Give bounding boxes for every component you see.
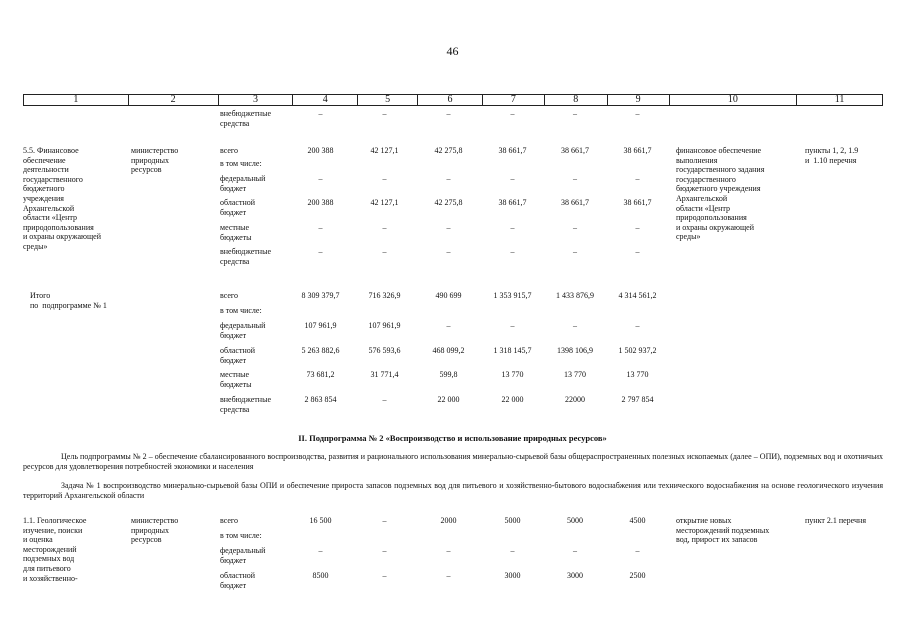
executor: министерство природных ресурсов [131,516,179,545]
header-col-4: 4 [293,95,358,105]
cell-value: – [382,109,387,118]
cell-value: – [510,109,515,118]
header-col-6: 6 [418,95,483,105]
row-label: федеральный бюджет [220,174,266,193]
header-col-1: 1 [24,95,129,105]
row-label: в том числе: [220,159,262,168]
cell-value: 2000 [440,516,457,525]
section-heading: II. Подпрограмма № 2 «Воспроизводство и использование природных ресурсов» [298,433,607,443]
cell-value: 2 797 854 [621,395,654,404]
cell-value: 490 699 [435,291,462,300]
cell-value: – [446,546,451,555]
cell-value: 38 661,7 [561,198,589,207]
row-label: местные бюджеты [220,223,252,242]
cell-value: – [635,109,640,118]
cell-value: 42 127,1 [370,146,399,155]
cell-value: 73 681,2 [306,370,335,379]
row-label: федеральный бюджет [220,546,266,565]
cell-value: – [318,247,323,256]
cell-value: – [318,174,323,183]
cell-value: 107 961,9 [304,321,337,330]
cell-value: 31 771,4 [370,370,399,379]
activity-name: 5.5. Финансовое обеспечение деятельности государственного бюджетного учреждения Архангельской области «Центр природопользования и охраны окружающей среды» [23,146,102,251]
cell-value: – [510,321,515,330]
cell-value: 22 000 [501,395,524,404]
page-number: 46 [446,44,459,58]
cell-value: – [573,247,577,256]
cell-value: 2 863 854 [304,395,337,404]
expected-result: финансовое обеспечение выполнения государственного задания государственного бюджетного учреждения Архангельской области «Центр природопользования и охраны окружающей среды» [676,146,765,242]
total-name: Итого по подпрограмме № 1 [30,291,107,310]
cell-value: 576 593,6 [368,346,401,355]
cell-value: – [510,174,515,183]
activity-name: 1.1. Геологическое изучение, поиски и оценка месторождений подземных вод для питьевого и хозяйственно- [23,516,87,583]
cell-value: 5000 [504,516,521,525]
row-label: в том числе: [220,306,262,315]
cell-value: 22 000 [437,395,460,404]
cell-value: – [318,546,323,555]
cell-value: 5000 [567,516,583,525]
row-label: всего [220,516,239,525]
cell-value: – [318,223,323,232]
reference: пункты 1, 2, 1.9 и 1.10 перечня [805,146,859,165]
cell-value: 42 275,8 [434,198,463,207]
row-label: местные бюджеты [220,370,252,389]
cell-value: – [573,174,577,183]
cell-value: 4 314 561,2 [618,291,657,300]
header-col-9: 9 [608,95,670,105]
cell-value: 1 502 937,2 [618,346,657,355]
row-label: внебюджетные средства [220,395,271,414]
cell-value: 13 770 [564,370,586,379]
row-label: областной бюджет [220,346,256,365]
cell-value: – [446,247,451,256]
cell-value: – [382,516,387,525]
row-label: всего [220,146,239,155]
cell-value: 1 433 876,9 [556,291,594,300]
cell-value: 22000 [565,395,585,404]
cell-value: – [382,395,387,404]
cell-value: – [635,321,640,330]
reference: пункт 2.1 перечня [805,516,867,525]
cell-value: – [382,223,387,232]
row-label: в том числе: [220,531,262,540]
cell-value: 38 661,7 [623,146,652,155]
cell-value: 8 309 379,7 [301,291,340,300]
row-label: областной бюджет [220,571,256,590]
table-header [23,94,883,106]
goal-paragraph: Цель подпрограммы № 2 – обеспечение сбалансированного воспроизводства, развития и рационального использования минерально-сырьевой базы общераспространенных полезных ископаемых (далее – ОПИ), подземных вод и охотничьих ресурсов для удовлетворения потребностей экономики и населения [23,452,883,471]
cell-value: – [382,247,387,256]
row-label: внебюджетные средства [220,109,271,128]
cell-value: 4500 [629,516,646,525]
cell-value: 1398 106,9 [557,346,593,355]
header-col-5: 5 [358,95,418,105]
cell-value: 599,8 [439,370,458,379]
cell-value: – [446,174,451,183]
cell-value: 2500 [629,571,646,580]
cell-value: – [382,174,387,183]
cell-value: – [510,546,515,555]
cell-value: – [635,223,640,232]
cell-value: 3000 [567,571,583,580]
cell-value: 200 388 [307,198,334,207]
executor: министерство природных ресурсов [131,146,179,175]
cell-value: 8500 [312,571,329,580]
cell-value: 38 661,7 [498,146,527,155]
cell-value: – [318,109,323,118]
cell-value: 107 961,9 [368,321,401,330]
cell-value: 42 127,1 [370,198,399,207]
cell-value: – [573,321,577,330]
cell-value: 1 353 915,7 [493,291,532,300]
cell-value: – [510,247,515,256]
cell-value: – [635,546,640,555]
cell-value: – [573,109,577,118]
header-col-3: 3 [219,95,294,105]
cell-value: – [382,571,387,580]
row-label: всего [220,291,239,300]
row-label: областной бюджет [220,198,256,217]
header-col-2: 2 [129,95,219,105]
header-col-10: 10 [670,95,798,105]
cell-value: – [573,223,577,232]
cell-value: 1 318 145,7 [493,346,532,355]
cell-value: 3000 [504,571,521,580]
cell-value: – [510,223,515,232]
expected-result: открытие новых месторождений подземных вод, прирост их запасов [676,516,770,545]
task-paragraph: Задача № 1 воспроизводство минерально-сырьевой базы ОПИ и обеспечение прироста запасов подземных вод для питьевого и хозяйственно-бытового водоснабжения или технического водоснабжения на основе геологического изучения территорий Архангельской области [23,481,883,500]
row-label: федеральный бюджет [220,321,266,340]
cell-value: 200 388 [307,146,334,155]
header-col-7: 7 [483,95,545,105]
cell-value: 468 099,2 [432,346,465,355]
cell-value: – [446,571,451,580]
header-col-8: 8 [545,95,608,105]
cell-value: – [635,247,640,256]
cell-value: 42 275,8 [434,146,463,155]
cell-value: – [382,546,387,555]
header-col-11: 11 [834,94,845,105]
cell-value: 38 661,7 [498,198,527,207]
cell-value: 16 500 [309,516,332,525]
cell-value: 5 263 882,6 [301,346,340,355]
cell-value: 13 770 [626,370,649,379]
cell-value: – [446,321,451,330]
cell-value: 38 661,7 [561,146,589,155]
cell-value: – [446,223,451,232]
row-label: внебюджетные средства [220,247,271,266]
cell-value: – [573,546,577,555]
cell-value: – [635,174,640,183]
cell-value: 38 661,7 [623,198,652,207]
cell-value: 13 770 [501,370,524,379]
cell-value: – [446,109,451,118]
cell-value: 716 326,9 [368,291,401,300]
